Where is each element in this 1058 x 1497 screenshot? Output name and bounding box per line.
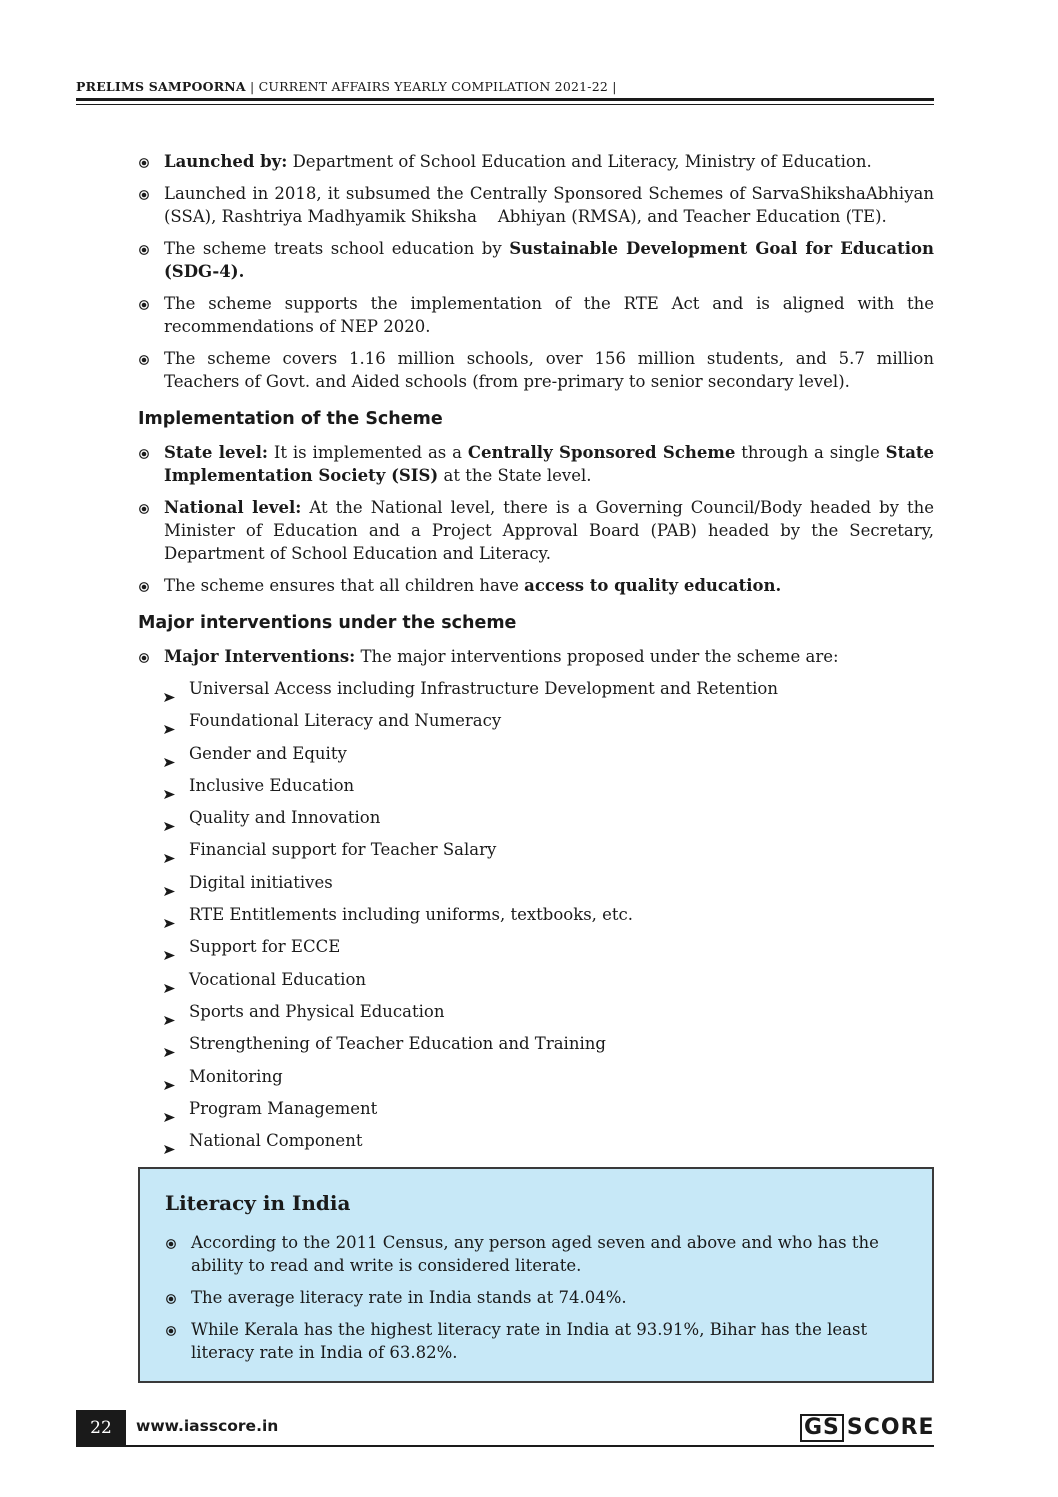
arrow-bullet-icon xyxy=(164,846,175,855)
bullet-icon xyxy=(139,355,149,365)
item-text: Digital initiatives xyxy=(189,872,333,892)
item-text: Quality and Innovation xyxy=(189,808,381,828)
list-item xyxy=(164,871,934,894)
item-text: The major interventions proposed under the scheme are: xyxy=(355,647,839,666)
item-text: through a single xyxy=(735,443,886,462)
item-text: At the National level, there is a Governing Council/Body headed by the Minister of Education and a Project Approval Board (PAB) headed by the Secretary, Department of School Education and Literacy. xyxy=(164,498,934,563)
gs-score-logo xyxy=(800,1414,935,1442)
list-item xyxy=(138,292,934,338)
item-text: Inclusive Education xyxy=(189,775,355,795)
list-item xyxy=(138,237,934,283)
item-text: Strengthening of Teacher Education and Training xyxy=(189,1034,606,1054)
list-item xyxy=(138,150,934,173)
main-content xyxy=(138,150,934,1161)
header-series: PRELIMS SAMPOORNA xyxy=(76,79,246,94)
item-text: The average literacy rate in India stands at 74.04%. xyxy=(191,1288,627,1307)
list-item xyxy=(164,968,934,991)
bullet-icon xyxy=(139,582,149,592)
section-heading-interventions: Major interventions under the scheme xyxy=(138,613,517,633)
arrow-bullet-icon xyxy=(164,879,175,888)
bold-text: access to quality education. xyxy=(524,576,782,595)
bold-text: Centrally Sponsored Scheme xyxy=(467,443,736,462)
header-separator-end: | xyxy=(608,79,617,94)
arrow-bullet-icon xyxy=(164,782,175,791)
arrow-bullet-icon xyxy=(164,1073,175,1082)
item-text: The scheme treats school education by xyxy=(164,239,510,258)
interventions-sub-list xyxy=(164,677,934,1152)
implementation-bullet-list xyxy=(138,441,934,597)
list-item xyxy=(164,1065,934,1088)
item-text: Launched in 2018, it subsumed the Centrally Sponsored Schemes of SarvaShikshaAbhiyan (SSA), Rashtriya Madhyamik Shiksha Abhiyan (RMSA), and Teacher Education (TE). xyxy=(164,184,934,226)
list-item xyxy=(164,774,934,797)
list-item xyxy=(165,1318,907,1364)
bold-text: Sustainable Development Goal for Education (SDG-4). xyxy=(164,239,934,281)
list-item xyxy=(138,441,934,487)
item-text: Gender and Equity xyxy=(189,743,347,763)
header-separator: | xyxy=(245,79,259,94)
literacy-bullet-list xyxy=(165,1231,907,1373)
arrow-bullet-icon xyxy=(164,1008,175,1017)
list-item xyxy=(164,838,934,861)
literacy-info-box xyxy=(138,1167,934,1383)
item-text: It is implemented as a xyxy=(267,443,468,462)
item-text: Universal Access including Infrastructure Development and Retention xyxy=(189,679,778,698)
list-item xyxy=(164,1000,934,1023)
list-item xyxy=(165,1286,907,1309)
header-title: CURRENT AFFAIRS YEARLY COMPILATION 2021-22 xyxy=(258,79,609,94)
item-text: Monitoring xyxy=(189,1066,283,1086)
item-text: Department of School Education and Literacy, Ministry of Education. xyxy=(287,152,872,171)
interventions-bullet-list xyxy=(138,645,934,668)
header-rule-thick xyxy=(76,98,934,101)
item-text: While Kerala has the highest literacy rate in India at 93.91%, Bihar has the least literacy rate in India of 63.82%. xyxy=(191,1320,868,1362)
bullet-icon xyxy=(139,300,149,310)
item-text: The scheme ensures that all children have xyxy=(164,576,525,595)
arrow-bullet-icon xyxy=(164,1137,175,1146)
bold-label: National level: xyxy=(164,498,302,517)
running-header xyxy=(76,79,617,94)
page-number: 22 xyxy=(76,1410,126,1446)
list-item xyxy=(138,645,934,668)
arrow-bullet-icon xyxy=(164,750,175,759)
bold-label: Major Interventions: xyxy=(164,647,356,666)
arrow-bullet-icon xyxy=(164,1105,175,1114)
list-item xyxy=(164,709,934,732)
item-text: Program Management xyxy=(189,1098,378,1118)
list-item xyxy=(164,742,934,765)
item-text: The scheme supports the implementation of the RTE Act and is aligned with the recommendations of NEP 2020. xyxy=(164,294,934,336)
arrow-bullet-icon xyxy=(164,976,175,985)
intro-bullet-list xyxy=(138,150,934,393)
bullet-icon xyxy=(139,504,149,514)
list-item xyxy=(164,935,934,958)
bold-label: Launched by: xyxy=(164,152,288,171)
bullet-icon xyxy=(139,158,149,168)
arrow-bullet-icon xyxy=(164,911,175,920)
item-text: Sports and Physical Education xyxy=(189,1001,445,1021)
list-item xyxy=(164,903,934,926)
item-text: RTE Entitlements including uniforms, textbooks, etc. xyxy=(189,905,634,925)
bold-label: State level: xyxy=(164,443,268,462)
section-heading-implementation: Implementation of the Scheme xyxy=(138,409,443,429)
item-text: Financial support for Teacher Salary xyxy=(189,840,497,860)
bold-text: State Implementation Society (SIS) xyxy=(164,443,935,485)
list-item xyxy=(165,1231,907,1277)
bullet-icon xyxy=(166,1239,176,1249)
list-item xyxy=(138,182,934,228)
arrow-bullet-icon xyxy=(164,943,175,952)
list-item xyxy=(164,1097,934,1120)
item-text: The scheme covers 1.16 million schools, over 156 million students, and 5.7 million Teachers of Govt. and Aided schools (from pre-primary to senior secondary level). xyxy=(164,349,934,391)
bullet-icon xyxy=(166,1326,176,1336)
list-item xyxy=(164,677,934,700)
bullet-icon xyxy=(139,190,149,200)
item-text: at the State level. xyxy=(438,466,592,485)
bullet-icon xyxy=(139,245,149,255)
item-text: National Component xyxy=(189,1131,363,1151)
footer-url[interactable]: www.iasscore.in xyxy=(136,1417,279,1435)
logo-gs: GS xyxy=(800,1414,844,1442)
list-item xyxy=(138,574,934,597)
item-text: Vocational Education xyxy=(189,969,367,989)
list-item xyxy=(164,806,934,829)
bullet-icon xyxy=(139,449,149,459)
footer-rule xyxy=(76,1445,934,1447)
box-title: Literacy in India xyxy=(165,1191,351,1215)
bullet-icon xyxy=(139,653,149,663)
arrow-bullet-icon xyxy=(164,717,175,726)
logo-score: SCORE xyxy=(846,1415,935,1440)
list-item xyxy=(164,1032,934,1055)
item-text: According to the 2011 Census, any person aged seven and above and who has the ability to read and write is considered literate. xyxy=(191,1233,879,1275)
arrow-bullet-icon xyxy=(164,685,175,694)
list-item xyxy=(138,496,934,565)
list-item xyxy=(164,1129,934,1152)
item-text: Foundational Literacy and Numeracy xyxy=(189,711,502,731)
item-text: Support for ECCE xyxy=(189,937,341,957)
arrow-bullet-icon xyxy=(164,1040,175,1049)
header-rule-thin xyxy=(76,104,934,105)
arrow-bullet-icon xyxy=(164,814,175,823)
list-item xyxy=(138,347,934,393)
bullet-icon xyxy=(166,1294,176,1304)
